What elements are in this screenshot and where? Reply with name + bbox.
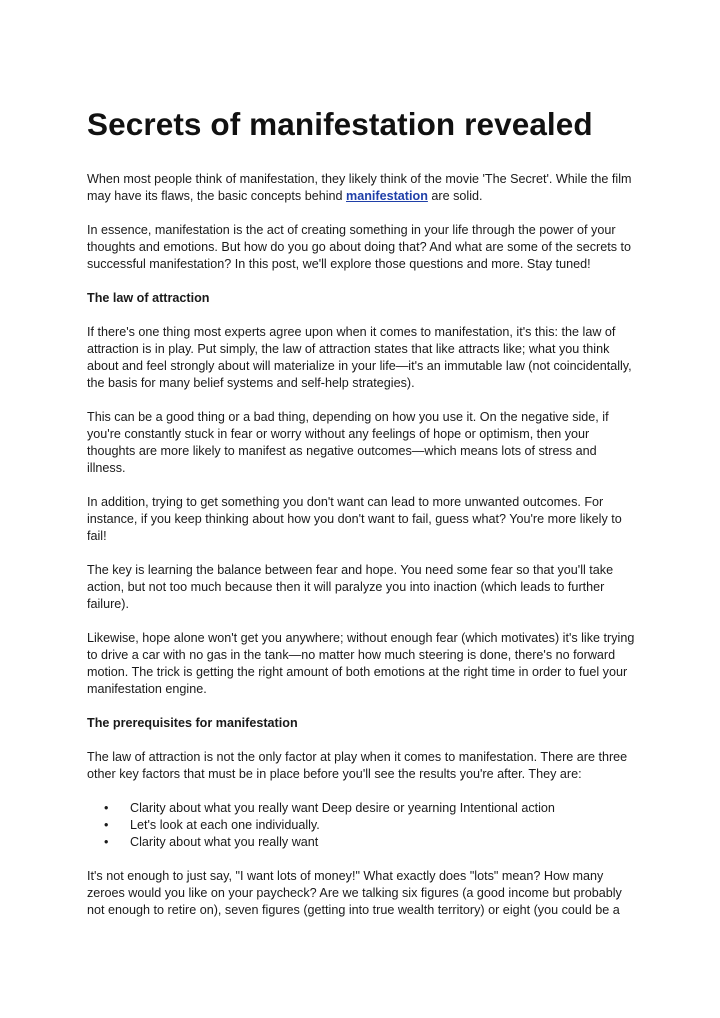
list-item <box>104 800 636 817</box>
list-item-text: Let's look at each one individually. <box>130 818 320 832</box>
paragraph-prerequisites: The law of attraction is not the only factor at play when it comes to manifestation. There are three other key factors that must be in place before you'll see the results you're after. They are: <box>87 750 628 781</box>
manifestation-link[interactable]: manifestation <box>346 189 428 203</box>
paragraph-essence: In essence, manifestation is the act of creating something in your life through the power of your thoughts and emotions. But how do you go about doing that? And what are some of the secrets to successful manifestation? In this post, we'll explore those questions and more. Stay tuned! <box>87 223 631 271</box>
prerequisites-list <box>87 800 636 851</box>
article-body <box>87 171 636 936</box>
section-heading-law-of-attraction: The law of attraction <box>87 291 210 305</box>
page-title: Secrets of manifestation revealed <box>87 106 593 142</box>
intro-text-before: When most people think of manifestation, they likely think of the movie 'The Secret'. While the film may have its flaws, the basic concepts behind <box>87 172 632 203</box>
list-item-text: Clarity about what you really want Deep desire or yearning Intentional action <box>130 801 555 815</box>
paragraph-in-addition: In addition, trying to get something you don't want can lead to more unwanted outcomes. For instance, if you keep thinking about how you don't want to fail, guess what? You're more likely to fail! <box>87 495 622 543</box>
list-item-text: Clarity about what you really want <box>130 835 319 849</box>
paragraph-balance: The key is learning the balance between fear and hope. You need some fear so that you'll take action, but not too much because then it will paralyze you into inaction (which leads to further failure). <box>87 563 614 611</box>
paragraph-good-or-bad: This can be a good thing or a bad thing, depending on how you use it. On the negative side, if you're constantly stuck in fear or worry without any feelings of hope or optimism, then your thoughts are more likely to manifest as negative outcomes—which means lots of stress and illness. <box>87 410 609 475</box>
intro-text-after: are solid. <box>427 189 483 203</box>
paragraph-clarity: It's not enough to just say, "I want lots of money!" What exactly does "lots" mean? How many zeroes would you like on your paycheck? Are we talking six figures (a good income but probably not enough to retire on), seven figures (getting into true wealth territory) or eight (you could be a <box>87 869 622 917</box>
intro-paragraph <box>87 171 636 205</box>
section-heading-prerequisites: The prerequisites for manifestation <box>87 716 298 730</box>
paragraph-law-of-attraction: If there's one thing most experts agree upon when it comes to manifestation, it's this: the law of attraction is in play. Put simply, the law of attraction states that like attracts like; what you think about and feel strongly about will materialize in your life—it's an immutable law (not coincidentally, the basis for many belief systems and self-help strategies). <box>87 325 632 390</box>
list-item <box>104 817 636 834</box>
list-item <box>104 834 636 851</box>
paragraph-likewise: Likewise, hope alone won't get you anywhere; without enough fear (which motivates) it's like trying to drive a car with no gas in the tank—no matter how much steering is done, there's no forward motion. The trick is getting the right amount of both emotions at the right time in order to fuel your manifestation engine. <box>87 631 635 696</box>
bullet-icon: • <box>104 801 109 815</box>
bullet-icon: • <box>104 818 109 832</box>
bullet-icon: • <box>104 835 109 849</box>
